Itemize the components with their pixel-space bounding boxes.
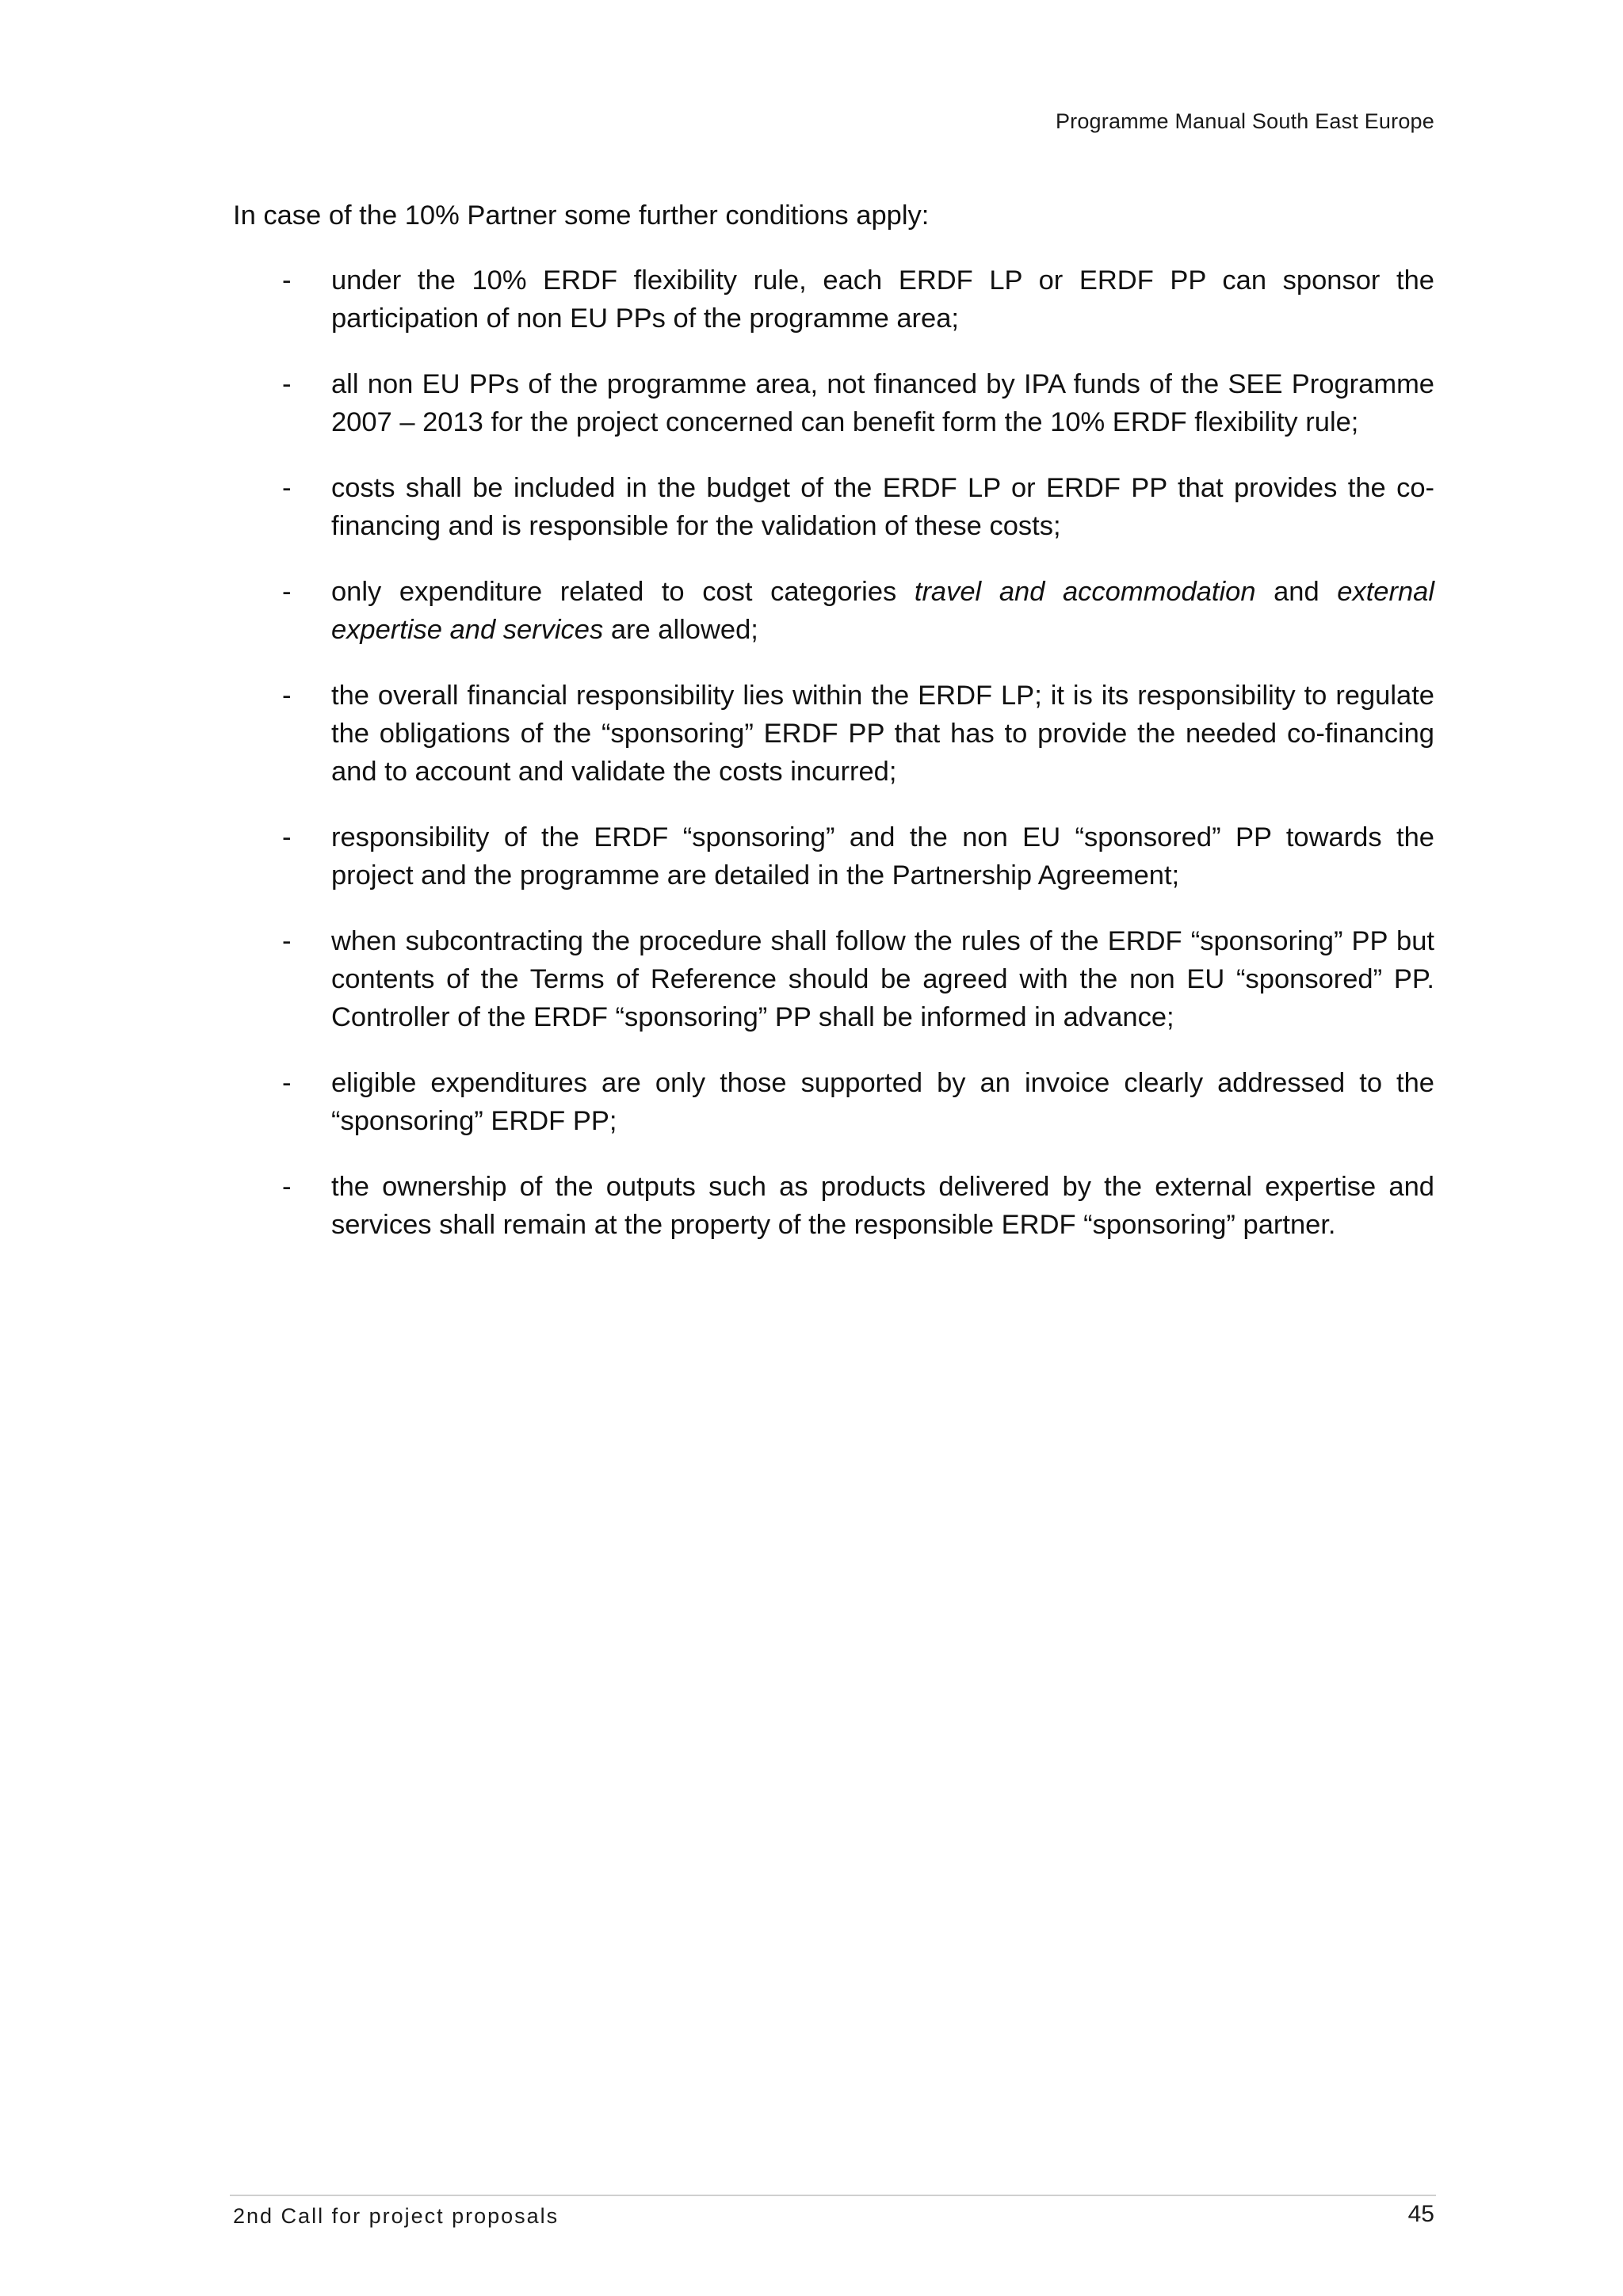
list-item-text bbox=[331, 261, 1434, 338]
list-item-text bbox=[331, 922, 1434, 1036]
bullet-dash: - bbox=[282, 473, 292, 503]
list-item-text bbox=[331, 573, 1434, 649]
list-item bbox=[233, 469, 1434, 545]
conditions-list bbox=[233, 261, 1434, 1244]
list-item-text bbox=[331, 1064, 1434, 1140]
bullet-dash: - bbox=[282, 822, 292, 852]
running-header: Programme Manual South East Europe bbox=[1055, 109, 1434, 133]
bullet-dash: - bbox=[282, 577, 292, 607]
list-item bbox=[233, 1168, 1434, 1244]
page-body bbox=[233, 196, 1434, 1272]
text-segment: when subcontracting the procedure shall follow the rules of the ERDF “sponsoring” PP but contents of the Terms of Reference should be agreed with the non EU “sponsored” PP. Controller of the ERDF “sponsoring” PP shall be informed in advance; bbox=[331, 926, 1434, 1032]
list-item-text bbox=[331, 1168, 1434, 1244]
list-item-text bbox=[331, 365, 1434, 441]
emphasized-term: external expertise and services bbox=[331, 577, 1435, 645]
text-segment: responsibility of the ERDF “sponsoring” and the non EU “sponsored” PP towards the project and the programme are detailed in the Partnership Agreement; bbox=[331, 822, 1434, 891]
footer-divider bbox=[230, 2195, 1436, 2196]
footer-call-title: 2nd Call for project proposals bbox=[233, 2204, 559, 2228]
list-item-text bbox=[331, 469, 1434, 545]
text-segment: the overall financial responsibility lies within the ERDF LP; it is its responsibility to regulate the obligations of the “sponsoring” ERDF PP that has to provide the needed co-financing and to account and validate the costs incurred; bbox=[331, 681, 1434, 787]
bullet-dash: - bbox=[282, 681, 292, 711]
text-segment: only expenditure related to cost categories bbox=[331, 577, 915, 607]
list-item bbox=[233, 261, 1434, 338]
bullet-dash: - bbox=[282, 1172, 292, 1202]
list-item bbox=[233, 365, 1434, 441]
list-item bbox=[233, 677, 1434, 791]
list-item-text bbox=[331, 677, 1434, 791]
bullet-dash: - bbox=[282, 926, 292, 956]
text-segment: the ownership of the outputs such as products delivered by the external expertise and services shall remain at the property of the responsible ERDF “sponsoring” partner. bbox=[331, 1172, 1434, 1240]
list-item bbox=[233, 573, 1434, 649]
list-item-text bbox=[331, 818, 1434, 894]
text-segment: costs shall be included in the budget of the ERDF LP or ERDF PP that provides the co-financing and is responsible for the validation of these costs; bbox=[331, 473, 1434, 541]
text-segment: are allowed; bbox=[603, 615, 758, 645]
emphasized-term: travel and accommodation bbox=[914, 577, 1256, 607]
bullet-dash: - bbox=[282, 265, 292, 296]
bullet-dash: - bbox=[282, 369, 292, 399]
text-segment: and bbox=[1255, 577, 1338, 607]
text-segment: all non EU PPs of the programme area, not financed by IPA funds of the SEE Programme 2007 – 2013 for the project concerned can benefit form the 10% ERDF flexibility rule; bbox=[331, 369, 1434, 437]
list-item bbox=[233, 1064, 1434, 1140]
intro-paragraph: In case of the 10% Partner some further conditions apply: bbox=[233, 200, 930, 231]
text-segment: eligible expenditures are only those supported by an invoice clearly addressed to the “sponsoring” ERDF PP; bbox=[331, 1068, 1434, 1136]
text-segment: under the 10% ERDF flexibility rule, each ERDF LP or ERDF PP can sponsor the participation of non EU PPs of the programme area; bbox=[331, 265, 1434, 334]
list-item bbox=[233, 922, 1434, 1036]
list-item bbox=[233, 818, 1434, 894]
page-number: 45 bbox=[1407, 2201, 1434, 2227]
bullet-dash: - bbox=[282, 1068, 292, 1098]
